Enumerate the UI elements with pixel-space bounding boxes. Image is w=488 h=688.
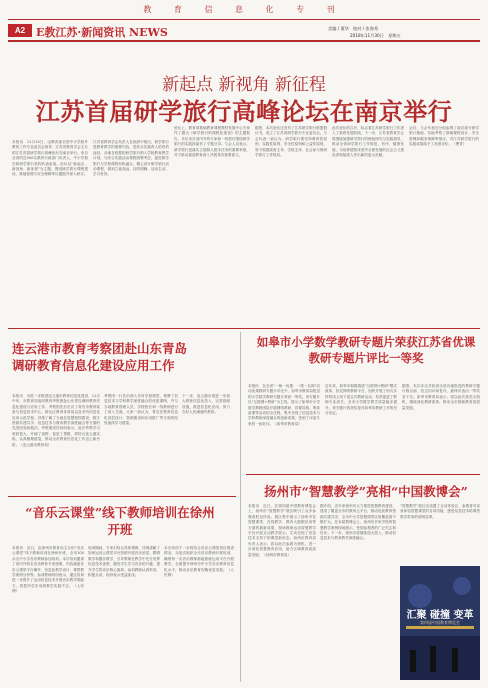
masthead-divider	[8, 19, 480, 20]
article-yinyue-title: “音乐云课堂”线下教师培训在徐州开班	[25, 505, 215, 537]
lead-body-col4: 据悉，本次论坛还发布了江苏研学旅行联盟倡议书，成立了江苏省研学旅行专业委员会。与会代表一致认为，研学旅行要坚持教育性原则、实践性原则、安全性原则和公益性原则，努力构建政府主导、学校主体、社会参与的研学旅行工作格局。	[255, 126, 327, 158]
article-lyg-body-c: 下一步，连云港市将进一步加大教育信息化投入，完善基础设施，推进信息化应用，努力办好人民满意的教育。	[182, 394, 230, 415]
article-rugao-body-c: 据悉，本次评比共收到全省各地报送的教研专题片数百部，经过初评和复评，最终评选出一等奖若干名。如皋市教育局表示，将以此次获奖为契机，继续深化教研改革，推动全市基础教育高质量发展。	[402, 384, 480, 410]
article-zhihui-body-c: “智慧教学”展区还设置了互动体验区，参观者可亲身体验智慧课堂的各项功能，感受信息技术给课堂教学带来的深刻变革。	[400, 504, 480, 519]
article-zhihui-body-a: 本报讯 近日，在第四届中国教育博览会上，扬州市“智慧教学”展区吸引了众多参观者驻足体验。展区集中展示了扬州市在智慧课堂、在线教学、教育大数据应用等方面的最新成果，现场教师运用智慧教学平台开展互动教学展示，生动呈现了信息技术支持下的课堂新形态。扬州市教育局负责人表示，将以此次参展为契机，进一步深化智慧教育应用，助力区域教育高质量发展。（扬州市教育局）	[248, 504, 316, 557]
masthead	[0, 0, 488, 20]
column-divider	[240, 332, 241, 682]
header-rule	[8, 40, 480, 42]
date-line: 2018年11月30日 星期五	[350, 33, 401, 38]
lead-headline: 江苏首届研学旅行高峰论坛在南京举行	[35, 97, 453, 126]
photo-caption-sub: 第四届中国教育博览会	[420, 620, 460, 625]
lead-bottom-rule	[8, 328, 480, 329]
article-lyg-title: 连云港市教育考察团赴山东青岛调研教育信息化建设应用工作	[12, 341, 188, 373]
left-mid-rule	[8, 496, 236, 497]
lead-body-col5: 此次论坛的召开，标志着江苏研学旅行工作进入了新的发展阶段。下一步，江苏省教育学会将继续加强研学旅行的理论研究与实践指导，推动全省研学旅行工作规范、有序、健康发展，为培养德智体美劳全面发展的社会主义建设者和接班人作出新的更大贡献。	[332, 126, 404, 158]
article-yinyue-body-c: 本次培训下一步将结合音乐云课堂项目推进情况，分批次组织全市音乐教师开展培训，确保每一名音乐教师都能熟练运用平台开展教学，全面提升徐州市中小学音乐教育信息化水平，推动音乐教育均衡优质发展。（人民网）	[164, 546, 234, 578]
lead-body-col1: 本报讯 11月10日，由教育部全国中小学校外教育工作专业委员会指导、江苏省教育学会主办的江苏首届研学旅行高峰论坛在南京举行。来自全省的近300名教育行政部门负责人、中小学校长和研学旅行机构代表参加。论坛以“新起点、新视角、新征程”为主题，围绕研学旅行课程建设、基地管理与安全保障等议题展开深入研讨。	[12, 140, 88, 177]
right-mid-rule	[246, 474, 480, 475]
lead-body-col3: 论坛上，教育部基础教育课程教材发展中心专家作了题为《研学旅行的课程化建设》的主题报告，多位来自省内外的专家和一线校长围绕研学旅行的实践探索作了专题分享。与会人员表示，研学旅行是落实立德树人根本任务的重要举措，对于推动素质教育深入开展具有重要意义。	[174, 126, 250, 158]
article-rugao-body-b: 近年来，如皋市积极推进“互联网+教研”模式改革，依托网络教研平台，组织开展了形式多样的线上线下混合式教研活动，有效促进了教师专业成长，全市小学数学教学质量稳步提升。该专题片的获奖是对如皋市教研工作的充分肯定。	[325, 384, 397, 416]
article-zhihui-title: 扬州市“智慧教学”亮相“中国教博会”	[264, 484, 468, 499]
editor-line: 美编 / 董华 校对 / 张海秀	[328, 26, 379, 31]
article-rugao-title: 如皋市小学数学教研专题片荣获江苏省优课教研专题片评比一等奖	[256, 335, 476, 365]
article-rugao-body-a: 本报讯 在全省“一师一优课、一课一名师”活动优课教研专题片评比中，如皋市教育局报送的小学数学教研专题片荣获一等奖。该专题片以“互联网+教研”为主线，展示了如皋市小学数学教研团队开展网络教研、同课异构、集体备课等活动的全过程，集中呈现了信息技术与学科教研深度融合的创新成果，受到了评委专家的一致好评。（如皋市教育局）	[248, 384, 320, 426]
section-name: E教江苏·新闻资讯 NEWS	[36, 26, 168, 39]
page-number: A2	[8, 24, 32, 37]
expo-photo	[400, 566, 480, 680]
article-lyg-body-b: 考察团一行先后深入多所学校课堂，观摩了信息技术与学科教学深度融合的优质课例，并与当地教育管理人员、学校校长和一线教师进行了深入交流。大家一致认为，青岛在教育信息化顶层设计、资源建设和应用推广等方面的经验值得学习借鉴。	[104, 394, 178, 426]
lead-body-col2: 江苏省教育学会负责人在致辞中指出，研学旅行是教育教学的重要内容，是综合实践育人的有效途径，各地各校要把研学旅行纳入学校教育教学计划，与综合实践活动课程统筹考虑，促进研学旅行与学校课程有机融合，精心设计研学旅行活动课程，做到立意高远、目的明确、活动生动、学习有效。	[93, 140, 169, 177]
article-yinyue-body-a: 本报讯 近日，由徐州市教育局主办的“音乐云课堂”线下教师培训在徐州开班，全市100余名中小学音乐教师参加培训。本次培训邀请了省内外知名音乐教育专家授课，内容涵盖音乐云课堂平台操作、信息化教学设计、课堂教学案例分析等。参训教师纷纷表示，通过培训进一步提升了运用信息技术开展音乐教学的能力，将把所学应用到教学实践中去。（人民网）	[12, 546, 84, 594]
article-yinyue-body-b: 培训期间，专家们结合具体课例，详细讲解了如何运用云课堂平台资源开展音乐欣赏、歌唱教学和器乐教学，引导教师在教学中充分发挥信息技术优势，激发学生学习音乐的兴趣，提升学生的音乐核心素养。参训教师认真听讲，积极互动，纷纷表示受益匪浅。	[88, 546, 160, 578]
article-lyg-body-a: 本报讯 为进一步推进连云港市教育信息化建设，11月中旬，市教育局组织教育考察团赴山东青岛调研教育信息化建设与应用工作。考察团先后走访了青岛市教育装备与信息技术中心、崂山区教育体育局以及多所信息化应用示范学校，详细了解了当地在智慧校园建设、数字资源共建共享、信息技术与教育教学深度融合等方面的先进经验和做法。考察团成员纷纷表示，此次考察学习收获很大，开阔了视野，拓宽了思路，将结合连云港实际，认真梳理借鉴，推动全市教育信息化工作迈上新台阶。（连云港市教育局）	[12, 394, 100, 447]
lead-subtitle: 新起点 新视角 新征程	[162, 75, 326, 95]
masthead-title: 教 育 信 息 化 专 刊	[143, 5, 345, 14]
lead-body-col6: 会后，与会代表还分组参观了南京部分研学旅行基地，实地考察了基地课程设计、安全管理和服务保障等情况，对江苏研学旅行的实践成果给予了高度评价。（曹青）	[409, 126, 479, 147]
photo-caption: 汇聚 碰撞 变革	[406, 610, 474, 621]
article-zhihui-body-b: 据介绍，近年来扬州市大力推进智慧教育建设，建成了覆盖全市的教育云平台，推动优质教育资源共建共享，全市中小学智慧课堂应用覆盖面不断扩大。在本届教博会上，扬州市多所学校的智慧教学案例现场展示，受到参观者的广泛关注和好评。下一步，扬州市将继续加大投入，推动信息技术与教育教学深度融合。	[320, 504, 396, 541]
